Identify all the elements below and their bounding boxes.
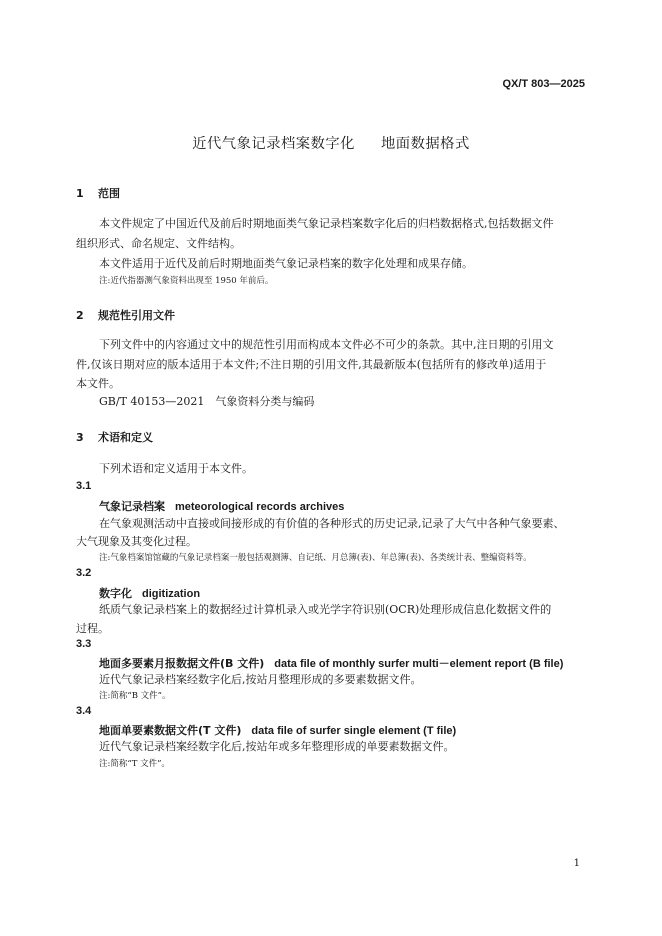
term-note: 注:气象档案馆馆藏的气象记录档案一般包括观测簿、自记纸、月总簿(表)、年总簿(表)、各类统计表、整编资料等。 (99, 553, 532, 563)
term-english: data file of monthly surfer multi－element report (B file) (274, 658, 564, 670)
paragraph-line: 本文件。 (76, 377, 120, 390)
term-number: 3.4 (76, 705, 92, 717)
section-number: 1 (76, 187, 84, 200)
section-2-heading (76, 307, 175, 323)
note: 注:近代指器测气象资料出现至 1950 年前后。 (99, 276, 274, 286)
paragraph-line: 本文件适用于近代及前后时期地面类气象记录档案的数字化处理和成果存储。 (99, 257, 473, 270)
term-chinese: 地面多要素月报数据文件(B 文件) (99, 657, 265, 670)
term-definition-line: 纸质气象记录档案上的数据经过计算机录入或光学字符识别(OCR)处理形成信息化数据文件的 (99, 603, 552, 616)
term-definition-line: 在气象观测活动中直接或间接形成的有价值的各种形式的历史记录,记录了大气中各种气象要素、 (99, 517, 565, 530)
section-number: 3 (76, 431, 84, 444)
term-chinese: 数字化 (99, 587, 132, 600)
page-number: 1 (573, 858, 580, 869)
paragraph-line: 下列术语和定义适用于本文件。 (99, 462, 253, 475)
term-heading (99, 722, 456, 738)
term-note: 注:简称“T 文件”。 (99, 759, 170, 769)
normative-reference: GB/T 40153—2021 气象资料分类与编码 (99, 395, 315, 408)
term-number: 3.2 (76, 567, 92, 579)
section-title: 术语和定义 (98, 431, 153, 444)
section-title: 规范性引用文件 (98, 309, 175, 322)
term-chinese: 地面单要素数据文件(T 文件) (99, 724, 242, 737)
section-3-heading (76, 429, 153, 445)
title-part-2: 地面数据格式 (380, 136, 470, 152)
term-definition-line: 近代气象记录档案经数字化后,按站月整理形成的多要素数据文件。 (99, 673, 422, 686)
term-heading (99, 655, 563, 671)
term-heading (99, 498, 344, 514)
term-definition-line: 大气现象及其变化过程。 (76, 535, 197, 548)
title-part-1: 近代气象记录档案数字化 (192, 136, 355, 152)
standard-number: QX/T 803—2025 (502, 78, 585, 90)
paragraph-line: 件,仅该日期对应的版本适用于本文件;不注日期的引用文件,其最新版本(包括所有的修改单)适用于 (76, 358, 547, 371)
term-number: 3.3 (76, 638, 92, 650)
term-note: 注:简称“B 文件”。 (99, 691, 171, 701)
paragraph-line: 本文件规定了中国近代及前后时期地面类气象记录档案数字化后的归档数据格式,包括数据文件 (99, 217, 554, 230)
paragraph-line: 组织形式、命名规定、文件结构。 (76, 237, 241, 250)
term-definition-line: 过程。 (76, 622, 109, 635)
term-english: digitization (142, 588, 201, 600)
term-heading (99, 585, 200, 601)
paragraph-line: 下列文件中的内容通过文中的规范性引用而构成本文件必不可少的条款。其中,注日期的引用文 (99, 338, 554, 351)
section-title: 范围 (98, 187, 120, 200)
term-number: 3.1 (76, 480, 92, 492)
term-english: data file of surfer single element (T file) (251, 725, 457, 737)
term-english: meteorological records archives (175, 501, 345, 513)
document-title (0, 133, 662, 153)
section-number: 2 (76, 309, 84, 322)
section-1-heading (76, 185, 120, 201)
term-definition-line: 近代气象记录档案经数字化后,按站年或多年整理形成的单要素数据文件。 (99, 740, 455, 753)
term-chinese: 气象记录档案 (99, 500, 165, 513)
